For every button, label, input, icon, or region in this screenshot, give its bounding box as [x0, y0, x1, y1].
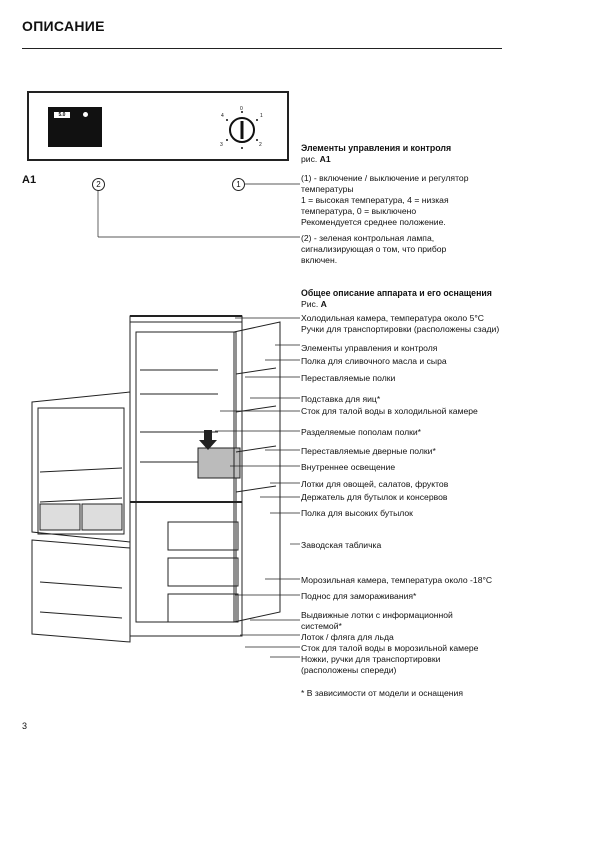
- label-bottle-holder: Держатель для бутылок и консервов: [301, 492, 448, 502]
- label-freezer-drain: Сток для талой воды в морозильной камере: [301, 643, 479, 653]
- control-panel-illustration: [27, 91, 289, 161]
- label-door-shelves: Переставляемые дверные полки*: [301, 446, 436, 456]
- dial-number-1: 1: [260, 113, 263, 119]
- label-transport-handles-rear: Ручки для транспортировки (расположены сзади): [301, 324, 500, 334]
- label-butter-cheese-shelf: Полка для сливочного масла и сыра: [301, 356, 447, 366]
- green-lamp-icon: [83, 112, 88, 117]
- dial-number-3: 3: [220, 142, 223, 148]
- header-rule: [22, 48, 502, 49]
- a-ref-prefix: Рис.: [301, 299, 319, 309]
- label-freezing-tray: Поднос для замораживания*: [301, 591, 417, 601]
- panel-display-readout: 5.0: [54, 112, 70, 118]
- callout-1: 1: [232, 178, 245, 191]
- a-ref-id: А: [320, 299, 327, 309]
- label-split-shelves: Разделяемые пополам полки*: [301, 427, 422, 437]
- label-egg-tray: Подставка для яиц*: [301, 394, 381, 404]
- a-ref: [301, 299, 327, 310]
- a1-item-1-note: Рекомендуется среднее положение.: [301, 217, 446, 227]
- a1-ref-id: А1: [319, 154, 331, 164]
- label-adjustable-shelves: Переставляемые полки: [301, 373, 396, 383]
- label-tall-bottle-shelf: Полка для высоких бутылок: [301, 508, 413, 518]
- page-title: ОПИСАНИЕ: [22, 18, 105, 34]
- label-ice-tray: Лоток / фляга для льда: [301, 632, 394, 642]
- label-fridge-drain: Сток для талой воды в холодильной камере: [301, 406, 478, 416]
- figure-a1-label: А1: [22, 174, 37, 186]
- callout-2: 2: [92, 178, 105, 191]
- panel-display: [48, 107, 102, 147]
- label-fridge-compartment: Холодильная камера, температура около 5°C: [301, 313, 484, 323]
- temperature-dial-icon: [204, 93, 284, 159]
- label-rating-plate: Заводская табличка: [301, 540, 382, 550]
- label-feet-handles-front: Ножки, ручки для транспортировки (расположены спереди): [301, 654, 441, 675]
- page-number: 3: [22, 721, 28, 731]
- label-controls: Элементы управления и контроля: [301, 343, 438, 353]
- a1-item-2: (2) - зеленая контрольная лампа, сигнализирующая о том, что прибор включен.: [301, 233, 447, 265]
- a1-item-1: (1) - включение / выключение и регулятор температуры: [301, 173, 469, 194]
- dial-number-0: 0: [240, 106, 243, 112]
- a-heading: Общее описание аппарата и его оснащения: [301, 288, 492, 298]
- a1-ref: [301, 154, 331, 165]
- dial-number-2: 2: [259, 142, 262, 148]
- footnote: * В зависимости от модели и оснащения: [301, 688, 464, 698]
- a1-ref-prefix: рис.: [301, 154, 318, 164]
- appliance-illustration: [18, 312, 298, 657]
- label-vegetable-drawers: Лотки для овощей, салатов, фруктов: [301, 479, 449, 489]
- label-freezer-drawers: Выдвижные лотки с информационной системой*: [301, 610, 453, 631]
- a1-item-1-detail: 1 = высокая температура, 4 = низкая температура, 0 = выключено: [301, 195, 449, 216]
- dial-number-4: 4: [221, 113, 224, 119]
- label-interior-light: Внутреннее освещение: [301, 462, 396, 472]
- a1-heading: Элементы управления и контроля: [301, 143, 452, 153]
- label-freezer-compartment: Морозильная камера, температура около -18°C: [301, 575, 493, 585]
